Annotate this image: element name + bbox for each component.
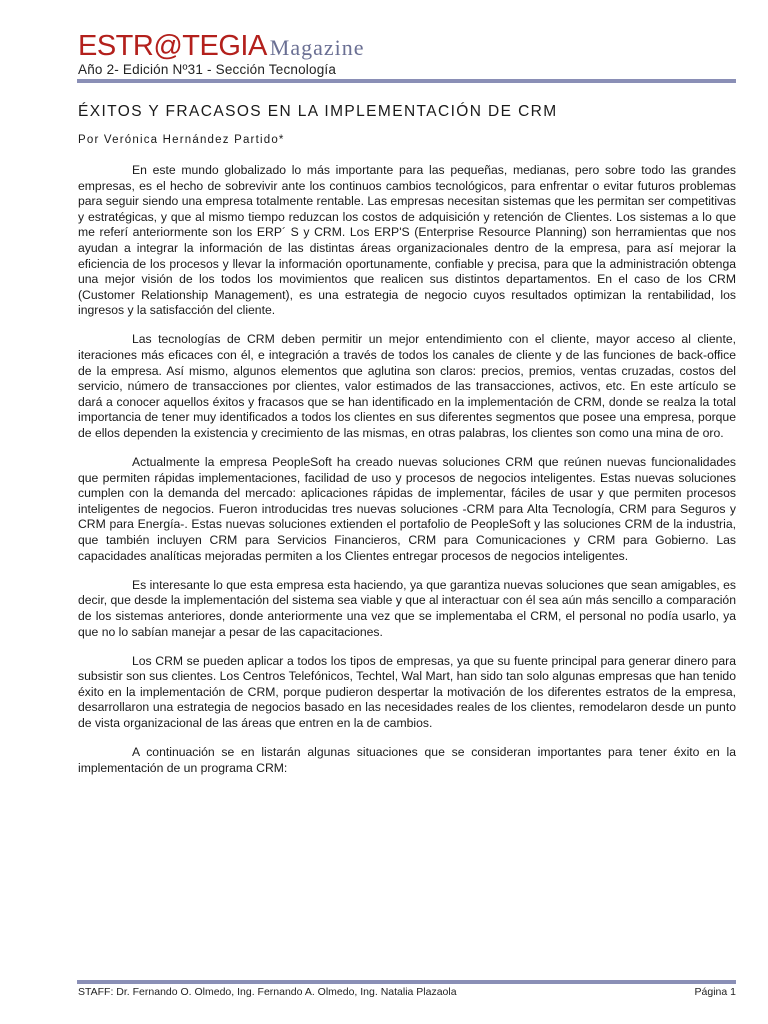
masthead <box>78 30 365 77</box>
header-divider <box>77 79 736 83</box>
article-author: Por Verónica Hernández Partido* <box>78 134 285 146</box>
paragraph-2: Las tecnologías de CRM deben permitir un mejor entendimiento con el cliente, mayor acceso al cliente, iteraciones más eficaces con él, e integración a través de todos los canales de cliente y de las funciones de back-office de la empresa. Así mismo, algunos elementos que aglutina son claros: precios, premios, ventas cruzadas, costos del servicio, número de transacciones por clientes, valor estimados de las transacciones, activos, etc. En este artículo se dará a conocer aquellos éxitos y fracasos que se han identificado en la implementación de CRM, donde se realza la total importancia de tener muy identificados a todos los clientes en sus diferentes segmentos que posee una empresa, porque de ellos dependen la existencia y crecimiento de las mismas, en otras palabras, los clientes son como una mina de oro. <box>78 332 736 440</box>
edition-line: Año 2- Edición Nº31 - Sección Tecnología <box>78 62 337 77</box>
article-title: ÉXITOS Y FRACASOS EN LA IMPLEMENTACIÓN DE CRM <box>78 103 558 120</box>
paragraph-6: A continuación se en listarán algunas situaciones que se consideran importantes para tener éxito en la implementación de un programa CRM: <box>78 745 736 775</box>
footer <box>78 986 736 998</box>
footer-divider <box>77 980 736 984</box>
page-number: Página 1 <box>694 986 736 998</box>
paragraph-1: En este mundo globalizado lo más importante para las pequeñas, medianas, pero sobre todo las grandes empresas, es el hecho de sobrevivir ante los continuos cambios tecnológicos, para enfrentar o evitar futuros problemas para seguir siendo una empresa totalmente rentable. Las empresas necesitan sistemas que les permitan ser competitivas y estratégicas, y que al mismo tiempo reduzcan los costos de adquisición y retención de Clientes. Los sistemas a lo que me referí anteriormente son los ERP´ S y CRM. Los ERP'S (Enterprise Resource Planning) son herramientas que nos ayudan a integrar la información de las distintas áreas organizacionales dentro de la empresa, para así mejorar la eficiencia de los procesos y llevar la información oportunamente, confiable y precisa, para que la administración obtenga una mejor visión de los todos los movimientos que realicen sus distintos departamentos. En el caso de los CRM (Customer Relationship Management), es una estrategia de negocio cuyos resultados optimizan la rentabilidad, los ingresos y la satisfacción del cliente. <box>78 163 736 318</box>
brand-logo <box>78 30 365 62</box>
brand-subtitle: Magazine <box>269 35 365 60</box>
footer-staff: STAFF: Dr. Fernando O. Olmedo, Ing. Fernando A. Olmedo, Ing. Natalia Plazaola <box>78 986 457 998</box>
paragraph-4: Es interesante lo que esta empresa esta haciendo, ya que garantiza nuevas soluciones que sean amigables, es decir, que desde la implementación del sistema sea viable y que al interactuar con él sea aún más sencillo a comparación de los sistemas anteriores, donde anteriormente una vez que se implementaba el CRM, el personal no podía usarlo, ya que no lo sabían manejar a pesar de las capacitaciones. <box>78 577 736 639</box>
brand-name: ESTR@TEGIA <box>78 30 267 62</box>
paragraph-5: Los CRM se pueden aplicar a todos los tipos de empresas, ya que su fuente principal para generar dinero para subsistir son sus clientes. Los Centros Telefónicos, Techtel, Wal Mart, han sido tan solo algunas empresas que han tenido éxito en la implementación de CRM, porque pudieron despertar la motivación de los diferentes estratos de la empresa, desarrollaron una estrategia de negocios basado en las necesidades reales de los clientes, remodelaron desde un punto de vista organizacional de las áreas que entren en la de cambios. <box>78 653 736 730</box>
paragraph-3: Actualmente la empresa PeopleSoft ha creado nuevas soluciones CRM que reúnen nuevas funcionalidades que permiten rápidas implementaciones, facilidad de uso y procesos de negocios inteligentes. Estas nuevas soluciones cumplen con la demanda del mercado: aplicaciones rápidas de implementar, fáciles de usar y que permiten procesos inteligentes de negocios. Fueron introducidas tres nuevas soluciones -CRM para Alta Tecnología, CRM para Seguros y CRM para Energía-. Estas nuevas soluciones extienden el portafolio de PeopleSoft y las soluciones CRM de la industria, que también incluyen CRM para Servicios Financieros, CRM para Comunicaciones y CRM para Gobierno. Las capacidades analíticas mejoradas permiten a los Clientes entregar procesos de negocios inteligentes. <box>78 455 736 563</box>
article-body <box>78 163 736 790</box>
